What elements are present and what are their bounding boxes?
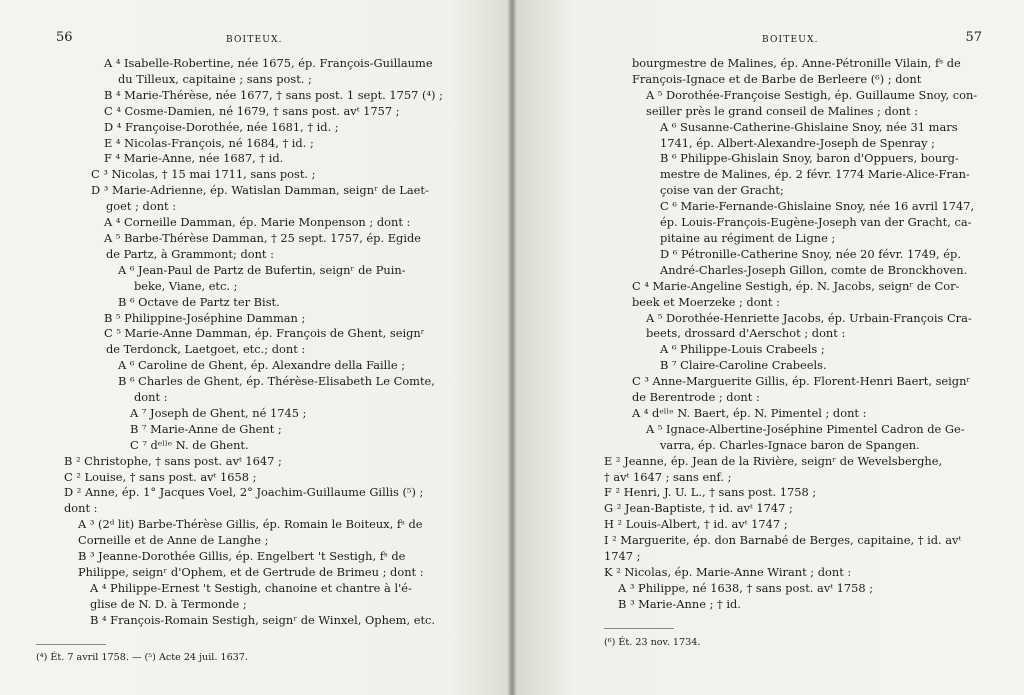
text-line: C ⁵ Marie-Anne Damman, ép. François de Ghent, seignʳ [104, 326, 425, 341]
text-line: B ⁶ Philippe-Ghislain Snoy, baron d'Oppuers, bourg- [660, 151, 959, 166]
page-number-left: 56 [56, 30, 73, 45]
text-line: D ⁴ Françoise-Dorothée, née 1681, † id. ; [104, 119, 339, 134]
text-line: B ⁶ Charles de Ghent, ép. Thérèse-Elisabeth Le Comte, [118, 374, 435, 389]
text-line: A ⁴ dᵉˡˡᵉ N. Baert, ép. N. Pimentel ; dont : [632, 405, 867, 420]
text-line: B ³ Marie-Anne ; † id. [618, 596, 741, 611]
text-line: André-Charles-Joseph Gillon, comte de Bronckhoven. [660, 262, 968, 277]
text-line: B ⁵ Philippine-Joséphine Damman ; [104, 310, 306, 325]
text-line: 1747 ; [604, 549, 641, 564]
text-line: du Tilleux, capitaine ; sans post. ; [118, 71, 312, 86]
text-line: A ⁵ Dorothée-Henriette Jacobs, ép. Urbain-François Cra- [646, 310, 972, 325]
text-line: K ² Nicolas, ép. Marie-Anne Wirant ; dont : [604, 565, 852, 579]
text-line: I ² Marguerite, ép. don Barnabé de Berges, capitaine, † id. avᵗ [604, 533, 962, 548]
text-line: C ⁴ Cosme-Damien, né 1679, † sans post. avᵗ 1757 ; [104, 103, 400, 118]
text-line: D ² Anne, ép. 1° Jacques Voel, 2° Joachim-Guillaume Gillis (⁵) ; [64, 485, 424, 500]
right-page [512, 0, 1024, 695]
text-line: de Partz, à Grammont; dont : [106, 246, 274, 261]
text-line: A ⁴ Isabelle-Robertine, née 1675, ép. François-Guillaume [104, 56, 433, 70]
text-line: A ³ Philippe, né 1638, † sans post. avᵗ 1758 ; [618, 580, 874, 595]
text-line: B ² Christophe, † sans post. avᵗ 1647 ; [64, 453, 282, 468]
text-line: G ² Jean-Baptiste, † id. avᵗ 1747 ; [604, 501, 793, 516]
text-line: C ⁷ dᵉˡˡᵉ N. de Ghent. [130, 437, 249, 452]
footnote-rule [36, 644, 106, 645]
text-line: D ⁶ Pétronille-Catherine Snoy, née 20 févr. 1749, ép. [660, 246, 961, 261]
text-line: A ⁵ Dorothée-Françoise Sestigh, ép. Guillaume Snoy, con- [646, 87, 978, 102]
running-head-left: BOITEUX. [226, 35, 283, 45]
text-line: goet ; dont : [106, 199, 177, 214]
text-line: ép. Louis-François-Eugène-Joseph van der Gracht, ca- [660, 215, 972, 230]
footnote-rule [604, 628, 674, 629]
text-line: François-Ignace et de Barbe de Berleere (⁶) ; dont [632, 71, 922, 86]
text-line: D ³ Marie-Adrienne, ép. Watislan Damman, seignʳ de Laet- [91, 183, 429, 198]
text-line: çoise van der Gracht; [660, 183, 784, 198]
book-gutter [507, 0, 517, 695]
text-line: glise de N. D. à Termonde ; [90, 596, 247, 611]
text-line: A ⁶ Susanne-Catherine-Ghislaine Snoy, née 31 mars [660, 119, 958, 134]
text-line: E ⁴ Nicolas-François, né 1684, † id. ; [104, 135, 314, 150]
text-line: F ² Henri, J. U. L., † sans post. 1758 ; [604, 485, 817, 500]
text-line: B ⁶ Octave de Partz ter Bist. [118, 294, 280, 309]
text-line: A ⁴ Philippe-Ernest 't Sestigh, chanoine et chantre à l'é- [90, 580, 412, 595]
text-line: B ⁷ Claire-Caroline Crabeels. [660, 358, 827, 373]
left-page-text [58, 56, 450, 629]
text-line: dont : [134, 390, 168, 405]
footnote-left: (⁴) Ét. 7 avril 1758. — (⁵) Acte 24 juil. 1637. [36, 652, 248, 663]
text-line: B ⁷ Marie-Anne de Ghent ; [130, 421, 282, 436]
text-line: seiller près le grand conseil de Malines ; dont : [646, 103, 919, 118]
text-line: A ⁶ Philippe-Louis Crabeels ; [660, 342, 825, 357]
text-line: Philippe, seignʳ d'Ophem, et de Gertrude de Brimeu ; dont : [78, 565, 424, 579]
text-line: beke, Viane, etc. ; [134, 278, 238, 293]
text-line: beek et Moerzeke ; dont : [632, 294, 780, 309]
text-line: C ³ Anne-Marguerite Gillis, ép. Florent-Henri Baert, seignʳ [632, 374, 971, 389]
text-line: Corneille et de Anne de Langhe ; [78, 533, 269, 548]
running-head-right: BOITEUX. [762, 35, 819, 45]
footnote-right: (⁶) Ét. 23 nov. 1734. [604, 637, 701, 648]
text-line: † avᵗ 1647 ; sans enf. ; [604, 469, 732, 484]
page-number-right: 57 [965, 30, 982, 45]
text-line: de Terdonck, Laetgoet, etc.; dont : [106, 342, 306, 357]
text-line: B ³ Jeanne-Dorothée Gillis, ép. Engelbert 't Sestigh, fˢ de [78, 549, 406, 564]
text-line: C ⁶ Marie-Fernande-Ghislaine Snoy, née 16 avril 1747, [660, 199, 975, 214]
text-line: mestre de Malines, ép. 2 févr. 1774 Marie-Alice-Fran- [660, 167, 970, 182]
text-line: de Berentrode ; dont : [632, 390, 760, 405]
text-line: A ⁵ Ignace-Albertine-Joséphine Pimentel Cadron de Ge- [646, 421, 965, 436]
text-line: A ⁷ Joseph de Ghent, né 1745 ; [130, 405, 307, 420]
text-line: C ³ Nicolas, † 15 mai 1711, sans post. ; [91, 167, 316, 182]
text-line: dont : [64, 501, 98, 516]
text-line: bourgmestre de Malines, ép. Anne-Pétronille Vilain, fˢ de [632, 56, 961, 70]
text-line: B ⁴ François-Romain Sestigh, seignʳ de Winxel, Ophem, etc. [90, 612, 436, 627]
text-line: H ² Louis-Albert, † id. avᵗ 1747 ; [604, 517, 788, 532]
text-line: pitaine au régiment de Ligne ; [660, 230, 836, 245]
right-page-text [604, 56, 1004, 613]
text-line: E ² Jeanne, ép. Jean de la Rivière, seignʳ de Wevelsberghe, [604, 453, 943, 468]
text-line: A ⁴ Corneille Damman, ép. Marie Monpenson ; dont : [104, 215, 411, 230]
text-line: 1741, ép. Albert-Alexandre-Joseph de Spenray ; [660, 135, 935, 150]
text-line: A ⁵ Barbe-Thérèse Damman, † 25 sept. 1757, ép. Egide [104, 230, 421, 245]
text-line: A ³ (2ᵈ lit) Barbe-Thérèse Gillis, ép. Romain le Boiteux, fˢ de [78, 517, 423, 532]
text-line: varra, ép. Charles-Ignace baron de Spangen. [660, 437, 920, 452]
text-line: A ⁶ Caroline de Ghent, ép. Alexandre della Faille ; [118, 358, 406, 373]
text-line: B ⁴ Marie-Thérèse, née 1677, † sans post. 1 sept. 1757 (⁴) ; [104, 87, 443, 102]
text-line: C ⁴ Marie-Angeline Sestigh, ép. N. Jacobs, seignʳ de Cor- [632, 278, 960, 293]
text-line: A ⁶ Jean-Paul de Partz de Bufertin, seignʳ de Puin- [118, 262, 406, 277]
text-line: C ² Louise, † sans post. avᵗ 1658 ; [64, 469, 257, 484]
text-line: F ⁴ Marie-Anne, née 1687, † id. [104, 151, 284, 166]
text-line: beets, drossard d'Aerschot ; dont : [646, 326, 846, 341]
